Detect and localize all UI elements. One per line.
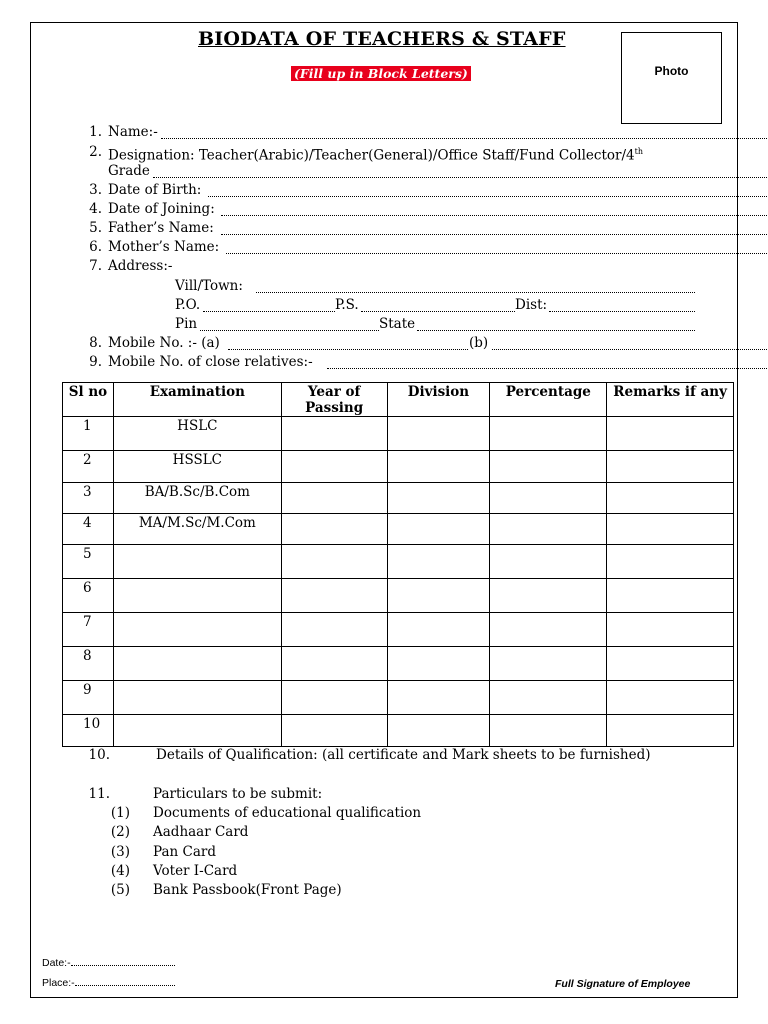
row-sl: 1	[63, 417, 114, 451]
header-percentage: Percentage	[490, 383, 607, 417]
qualification-table	[62, 382, 734, 747]
row-sl: 4	[63, 514, 114, 545]
division-cell[interactable]	[387, 451, 490, 483]
percentage-cell[interactable]	[490, 451, 607, 483]
year-cell[interactable]	[281, 579, 387, 613]
form-title: BIODATA OF TEACHERS & STAFF	[198, 28, 566, 50]
signature-label: Full Signature of Employee	[555, 978, 691, 990]
percentage-cell[interactable]	[490, 417, 607, 451]
header-remarks: Remarks if any	[607, 383, 734, 417]
header-division: Division	[387, 383, 490, 417]
remarks-cell[interactable]	[607, 545, 734, 579]
division-cell[interactable]	[387, 613, 490, 647]
row-examination: HSSLC	[113, 451, 281, 483]
remarks-cell[interactable]	[607, 579, 734, 613]
percentage-cell[interactable]	[490, 613, 607, 647]
dob-input-line[interactable]	[208, 182, 768, 197]
row-sl: 9	[63, 681, 114, 715]
table-row	[63, 417, 734, 451]
division-cell[interactable]	[387, 681, 490, 715]
header-year: Year of Passing	[281, 383, 387, 417]
remarks-cell[interactable]	[607, 647, 734, 681]
form-subtitle: (Fill up in Block Letters)	[291, 66, 471, 81]
row-examination	[113, 647, 281, 681]
table-row	[63, 579, 734, 613]
relatives-input-line[interactable]	[327, 354, 768, 369]
remarks-cell[interactable]	[607, 417, 734, 451]
row-examination: MA/M.Sc/M.Com	[113, 514, 281, 545]
division-cell[interactable]	[387, 579, 490, 613]
doj-input-line[interactable]	[221, 201, 768, 216]
remarks-cell[interactable]	[607, 483, 734, 514]
table-row	[63, 715, 734, 747]
row-sl: 2	[63, 451, 114, 483]
row-examination: BA/B.Sc/B.Com	[113, 483, 281, 514]
photo-label: Photo	[654, 64, 689, 78]
table-row	[63, 647, 734, 681]
division-cell[interactable]	[387, 483, 490, 514]
division-cell[interactable]	[387, 545, 490, 579]
year-cell[interactable]	[281, 514, 387, 545]
row-sl: 5	[63, 545, 114, 579]
percentage-cell[interactable]	[490, 647, 607, 681]
table-row	[63, 483, 734, 514]
year-cell[interactable]	[281, 545, 387, 579]
year-cell[interactable]	[281, 681, 387, 715]
table-row	[63, 613, 734, 647]
mobile-b-input-line[interactable]	[492, 335, 768, 350]
father-input-line[interactable]	[221, 220, 768, 235]
table-header-row	[63, 383, 734, 417]
year-cell[interactable]	[281, 451, 387, 483]
year-cell[interactable]	[281, 647, 387, 681]
remarks-cell[interactable]	[607, 451, 734, 483]
pin-input-line[interactable]	[200, 316, 379, 331]
row-sl: 10	[63, 715, 114, 747]
year-cell[interactable]	[281, 613, 387, 647]
percentage-cell[interactable]	[490, 483, 607, 514]
place-input-line[interactable]	[75, 976, 175, 986]
row-examination: HSLC	[113, 417, 281, 451]
row-examination	[113, 715, 281, 747]
row-examination	[113, 579, 281, 613]
dist-input-line[interactable]	[549, 297, 695, 312]
ps-input-line[interactable]	[361, 297, 515, 312]
percentage-cell[interactable]	[490, 681, 607, 715]
footer-place: Place:-	[42, 976, 175, 989]
year-cell[interactable]	[281, 715, 387, 747]
percentage-cell[interactable]	[490, 514, 607, 545]
year-cell[interactable]	[281, 417, 387, 451]
remarks-cell[interactable]	[607, 514, 734, 545]
table-row	[63, 451, 734, 483]
name-input-line[interactable]	[161, 124, 768, 139]
header-examination: Examination	[113, 383, 281, 417]
mobile-a-input-line[interactable]	[228, 335, 468, 350]
row-sl: 6	[63, 579, 114, 613]
footer-date: Date:-	[42, 956, 175, 969]
row-examination	[113, 545, 281, 579]
remarks-cell[interactable]	[607, 715, 734, 747]
state-input-line[interactable]	[417, 316, 695, 331]
division-cell[interactable]	[387, 417, 490, 451]
remarks-cell[interactable]	[607, 681, 734, 715]
percentage-cell[interactable]	[490, 579, 607, 613]
photo-box[interactable]	[621, 32, 722, 124]
percentage-cell[interactable]	[490, 715, 607, 747]
division-cell[interactable]	[387, 514, 490, 545]
mother-input-line[interactable]	[226, 239, 768, 254]
vill-input-line[interactable]	[256, 278, 695, 293]
table-row	[63, 681, 734, 715]
table-row	[63, 514, 734, 545]
row-sl: 7	[63, 613, 114, 647]
division-cell[interactable]	[387, 715, 490, 747]
po-input-line[interactable]	[203, 297, 335, 312]
row-sl: 8	[63, 647, 114, 681]
table-row	[63, 545, 734, 579]
row-examination	[113, 613, 281, 647]
date-input-line[interactable]	[71, 956, 175, 966]
year-cell[interactable]	[281, 483, 387, 514]
percentage-cell[interactable]	[490, 545, 607, 579]
row-sl: 3	[63, 483, 114, 514]
header-sl: Sl no	[63, 383, 114, 417]
designation-input-line[interactable]	[153, 163, 768, 178]
row-examination	[113, 681, 281, 715]
remarks-cell[interactable]	[607, 613, 734, 647]
division-cell[interactable]	[387, 647, 490, 681]
